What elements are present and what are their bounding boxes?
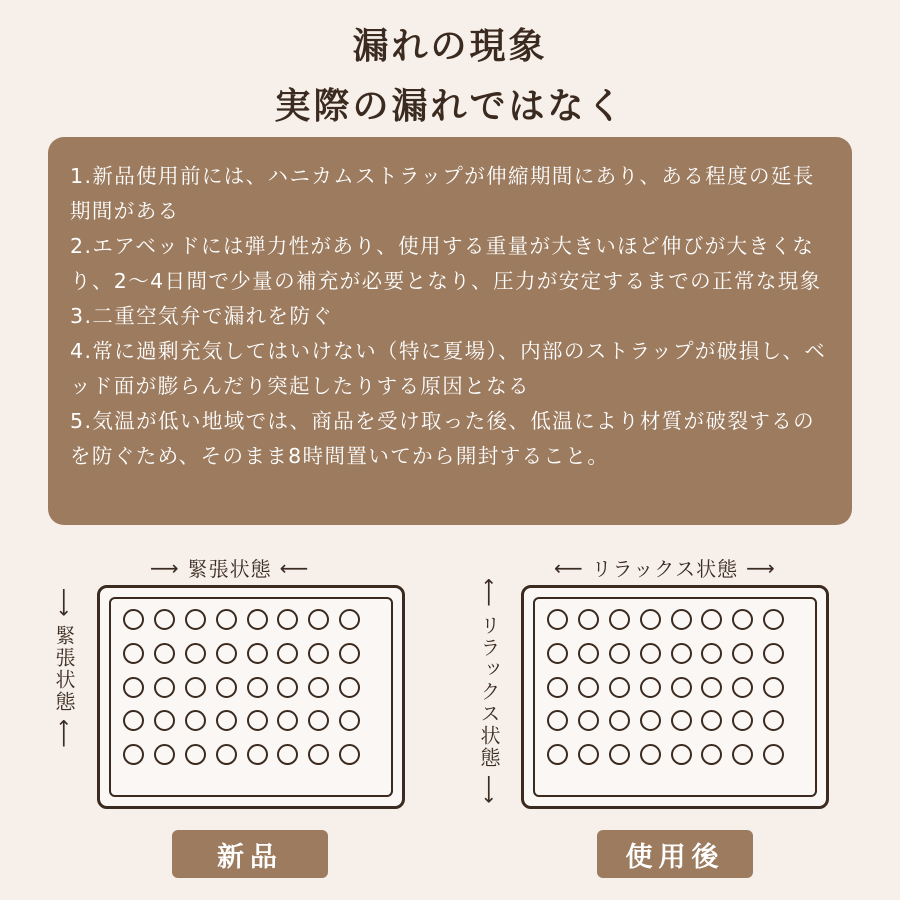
honeycomb-cell-icon [154, 710, 175, 731]
badge-new: 新品 [172, 830, 328, 878]
honeycomb-cell-icon [277, 744, 298, 765]
honeycomb-cell-icon [277, 710, 298, 731]
honeycomb-cell-icon [732, 744, 753, 765]
honeycomb-cell-icon [216, 744, 237, 765]
honeycomb-cell-icon [671, 609, 692, 630]
honeycomb-cell-icon [609, 643, 630, 664]
honeycomb-cell-icon [732, 710, 753, 731]
honeycomb-cell-icon [640, 710, 661, 731]
used-mattress-diagram [521, 585, 829, 809]
honeycomb-cell-icon [763, 609, 784, 630]
honeycomb-cell-icon [277, 677, 298, 698]
new-horizontal-text: 緊張状態 [187, 557, 272, 581]
honeycomb-cell-icon [671, 744, 692, 765]
honeycomb-cell-icon [123, 643, 144, 664]
honeycomb-cell-icon [547, 744, 568, 765]
honeycomb-cell-icon [247, 609, 268, 630]
honeycomb-cell-icon [154, 744, 175, 765]
honeycomb-cell-icon [578, 744, 599, 765]
honeycomb-cell-icon [247, 643, 268, 664]
honeycomb-cell-icon [609, 744, 630, 765]
honeycomb-cell-icon [701, 710, 722, 731]
honeycomb-cell-icon [763, 677, 784, 698]
honeycomb-cell-icon [216, 643, 237, 664]
honeycomb-cell-icon [701, 643, 722, 664]
honeycomb-cell-icon [578, 710, 599, 731]
new-vertical-text: 緊張状態 [52, 624, 76, 713]
used-vertical-text: リラックス状態 [477, 614, 501, 769]
used-vertical-label [475, 578, 504, 805]
honeycomb-cell-icon [185, 609, 206, 630]
honeycomb-cell-icon [216, 677, 237, 698]
honeycomb-cell-icon [247, 744, 268, 765]
honeycomb-cell-icon [640, 643, 661, 664]
honeycomb-cell-icon [308, 677, 329, 698]
honeycomb-cell-icon [308, 609, 329, 630]
honeycomb-cell-icon [339, 677, 360, 698]
title-line-1: 漏れの現象 [352, 25, 548, 67]
honeycomb-cell-icon [640, 609, 661, 630]
honeycomb-cell-icon [277, 643, 298, 664]
arrow-down-icon: ⟶ [477, 774, 502, 806]
honeycomb-cell-icon [547, 643, 568, 664]
honeycomb-cell-icon [547, 677, 568, 698]
honeycomb-cell-icon [763, 643, 784, 664]
honeycomb-cell-icon [123, 744, 144, 765]
note-2: 2.エアベッドには弾力性があり、使用する重量が大きいほど伸びが大きくなり、2～4日間で少量の補充が必要となり、圧力が安定するまでの正常な現象 [70, 234, 822, 293]
honeycomb-cell-icon [123, 710, 144, 731]
honeycomb-cell-icon [609, 677, 630, 698]
note-1: 1.新品使用前には、ハニカムストラップが伸縮期間にあり、ある程度の延長期間がある [70, 164, 815, 223]
arrow-left-icon: ⟵ [279, 555, 310, 580]
badge-used: 使用後 [597, 830, 753, 878]
honeycomb-cell-icon [701, 677, 722, 698]
honeycomb-cell-icon [339, 744, 360, 765]
notes-panel [48, 137, 852, 525]
arrow-down-icon: ⟶ [52, 588, 77, 619]
honeycomb-cell-icon [701, 744, 722, 765]
honeycomb-cell-icon [339, 710, 360, 731]
honeycomb-cell-icon [671, 643, 692, 664]
honeycomb-cell-icon [185, 643, 206, 664]
note-4: 4.常に過剰充気してはいけない（特に夏場）、内部のストラップが破損し、ベッド面が膨らんだり突起したりする原因となる [70, 339, 827, 398]
honeycomb-cell-icon [185, 744, 206, 765]
honeycomb-cell-icon [763, 710, 784, 731]
honeycomb-cell-icon [578, 643, 599, 664]
honeycomb-cell-icon [185, 677, 206, 698]
honeycomb-cell-icon [763, 744, 784, 765]
honeycomb-cell-icon [277, 609, 298, 630]
arrow-up-icon: ⟵ [52, 718, 77, 750]
honeycomb-cell-icon [216, 710, 237, 731]
honeycomb-cell-icon [547, 710, 568, 731]
honeycomb-cell-icon [671, 677, 692, 698]
new-vertical-label [50, 588, 79, 749]
honeycomb-cell-icon [609, 609, 630, 630]
title-line-2: 実際の漏れではなく [274, 85, 626, 127]
arrow-left-icon: ⟵ [554, 555, 584, 580]
honeycomb-cell-icon [640, 677, 661, 698]
honeycomb-cell-icon [578, 677, 599, 698]
honeycomb-cell-icon [701, 609, 722, 630]
honeycomb-cell-icon [609, 710, 630, 731]
honeycomb-cell-icon [308, 643, 329, 664]
note-3: 3.二重空気弁で漏れを防ぐ [70, 304, 334, 328]
honeycomb-cell-icon [123, 609, 144, 630]
note-5: 5.気温が低い地域では、商品を受け取った後、低温により材質が破裂するのを防ぐため、そのまま8時間置いてから開封すること。 [70, 409, 816, 468]
honeycomb-cell-icon [247, 677, 268, 698]
honeycomb-grid-new [123, 609, 360, 765]
arrow-up-icon: ⟵ [477, 578, 502, 609]
arrow-right-icon: ⟶ [746, 555, 776, 580]
honeycomb-cell-icon [308, 710, 329, 731]
honeycomb-cell-icon [339, 609, 360, 630]
honeycomb-cell-icon [547, 609, 568, 630]
honeycomb-grid-used [547, 609, 784, 765]
honeycomb-cell-icon [732, 643, 753, 664]
new-horizontal-label [150, 553, 309, 582]
new-mattress-diagram [97, 585, 405, 809]
honeycomb-cell-icon [671, 710, 692, 731]
honeycomb-cell-icon [732, 677, 753, 698]
honeycomb-cell-icon [640, 744, 661, 765]
honeycomb-cell-icon [247, 710, 268, 731]
arrow-right-icon: ⟶ [150, 555, 180, 580]
honeycomb-cell-icon [185, 710, 206, 731]
honeycomb-cell-icon [216, 609, 237, 630]
honeycomb-cell-icon [154, 643, 175, 664]
honeycomb-cell-icon [732, 609, 753, 630]
honeycomb-cell-icon [154, 609, 175, 630]
honeycomb-cell-icon [123, 677, 144, 698]
honeycomb-cell-icon [339, 643, 360, 664]
used-horizontal-label [554, 553, 776, 582]
honeycomb-cell-icon [308, 744, 329, 765]
used-horizontal-text: リラックス状態 [591, 557, 739, 581]
honeycomb-cell-icon [578, 609, 599, 630]
honeycomb-cell-icon [154, 677, 175, 698]
